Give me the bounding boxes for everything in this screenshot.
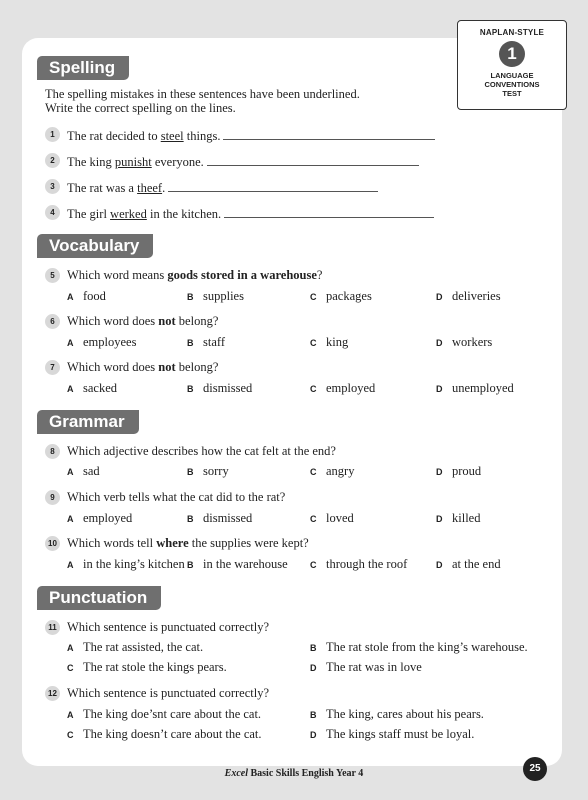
- option-d[interactable]: D at the end: [436, 557, 501, 571]
- option-c[interactable]: C employed: [310, 381, 376, 395]
- question-text: The girl werked in the kitchen.: [67, 205, 434, 222]
- answer-line[interactable]: [207, 153, 419, 166]
- option-d[interactable]: D workers: [436, 335, 493, 349]
- question-number: 8: [45, 444, 60, 459]
- option-b[interactable]: B dismissed: [187, 511, 253, 525]
- option-c[interactable]: C packages: [310, 289, 372, 303]
- option-c[interactable]: C through the roof: [310, 557, 408, 571]
- page-number: 25: [523, 757, 547, 781]
- section-heading-vocabulary: Vocabulary: [37, 234, 153, 258]
- option-b[interactable]: B The king, cares about his pears.: [310, 707, 484, 721]
- badge-line-2: CONVENTIONS: [484, 80, 540, 89]
- question-number: 1: [45, 127, 60, 142]
- question-text: Which sentence is punctuated correctly?: [67, 686, 269, 700]
- option-a[interactable]: A The rat assisted, the cat.: [67, 640, 204, 654]
- naplan-badge: [457, 20, 567, 110]
- option-b[interactable]: B supplies: [187, 289, 244, 303]
- misspelled-word: theef: [137, 181, 163, 195]
- answer-line[interactable]: [168, 179, 378, 192]
- question-text: Which word does not belong?: [67, 360, 219, 374]
- worksheet-page: [22, 38, 562, 766]
- question-text: Which words tell where the supplies were kept?: [67, 536, 309, 550]
- question-text: Which word does not belong?: [67, 314, 219, 328]
- question-text: Which verb tells what the cat did to the rat?: [67, 490, 286, 504]
- option-d[interactable]: D The kings staff must be loyal.: [310, 727, 475, 741]
- option-d[interactable]: D proud: [436, 464, 482, 478]
- spelling-instructions-1: The spelling mistakes in these sentences have been underlined.: [45, 87, 360, 101]
- option-a[interactable]: A sad: [67, 464, 100, 478]
- spelling-instructions-2: Write the correct spelling on the lines.: [45, 101, 236, 115]
- question-text: Which word means goods stored in a warehouse?: [67, 268, 323, 282]
- misspelled-word: punisht: [114, 155, 152, 169]
- badge-line-1: LANGUAGE: [490, 71, 534, 80]
- option-a[interactable]: A sacked: [67, 381, 118, 395]
- book-title-footer: Excel Basic Skills English Year 4: [224, 768, 364, 779]
- option-b[interactable]: B sorry: [187, 464, 229, 478]
- question-text: The rat decided to steel things.: [67, 127, 435, 144]
- section-heading-punctuation: Punctuation: [37, 586, 161, 610]
- section-heading-grammar: Grammar: [37, 410, 139, 434]
- badge-line-3: TEST: [502, 89, 522, 98]
- option-b[interactable]: B dismissed: [187, 381, 253, 395]
- option-d[interactable]: D killed: [436, 511, 481, 525]
- misspelled-word: werked: [110, 207, 147, 221]
- option-a[interactable]: A employees: [67, 335, 137, 349]
- option-b[interactable]: B in the warehouse: [187, 557, 288, 571]
- question-number: 4: [45, 205, 60, 220]
- question-text: The rat was a theef.: [67, 179, 378, 196]
- question-number: 10: [45, 536, 60, 551]
- option-c[interactable]: C The rat stole the kings pears.: [67, 660, 227, 674]
- misspelled-word: steel: [160, 129, 184, 143]
- badge-title: NAPLAN-STYLE: [479, 28, 545, 37]
- option-a[interactable]: A food: [67, 289, 106, 303]
- option-a[interactable]: A The king doe’snt care about the cat.: [67, 707, 262, 721]
- question-number: 9: [45, 490, 60, 505]
- question-number: 5: [45, 268, 60, 283]
- option-a[interactable]: A in the king’s kitchen: [67, 557, 185, 571]
- option-b[interactable]: B The rat stole from the king’s warehouse.: [310, 640, 528, 654]
- option-d[interactable]: D The rat was in love: [310, 660, 422, 674]
- option-c[interactable]: C loved: [310, 511, 354, 525]
- option-c[interactable]: C king: [310, 335, 349, 349]
- option-d[interactable]: D unemployed: [436, 381, 514, 395]
- question-number: 7: [45, 360, 60, 375]
- question-number: 12: [45, 686, 60, 701]
- answer-line[interactable]: [223, 127, 435, 140]
- option-b[interactable]: B staff: [187, 335, 225, 349]
- section-heading-spelling: Spelling: [37, 56, 129, 80]
- option-c[interactable]: C The king doesn’t care about the cat.: [67, 727, 262, 741]
- option-a[interactable]: A employed: [67, 511, 133, 525]
- question-number: 11: [45, 620, 60, 635]
- question-number: 2: [45, 153, 60, 168]
- question-number: 6: [45, 314, 60, 329]
- question-number: 3: [45, 179, 60, 194]
- question-text: The king punisht everyone.: [67, 153, 419, 170]
- option-d[interactable]: D deliveries: [436, 289, 501, 303]
- answer-line[interactable]: [224, 205, 434, 218]
- question-text: Which sentence is punctuated correctly?: [67, 620, 269, 634]
- option-c[interactable]: C angry: [310, 464, 355, 478]
- badge-number: 1: [499, 41, 525, 67]
- question-text: Which adjective describes how the cat felt at the end?: [67, 444, 336, 458]
